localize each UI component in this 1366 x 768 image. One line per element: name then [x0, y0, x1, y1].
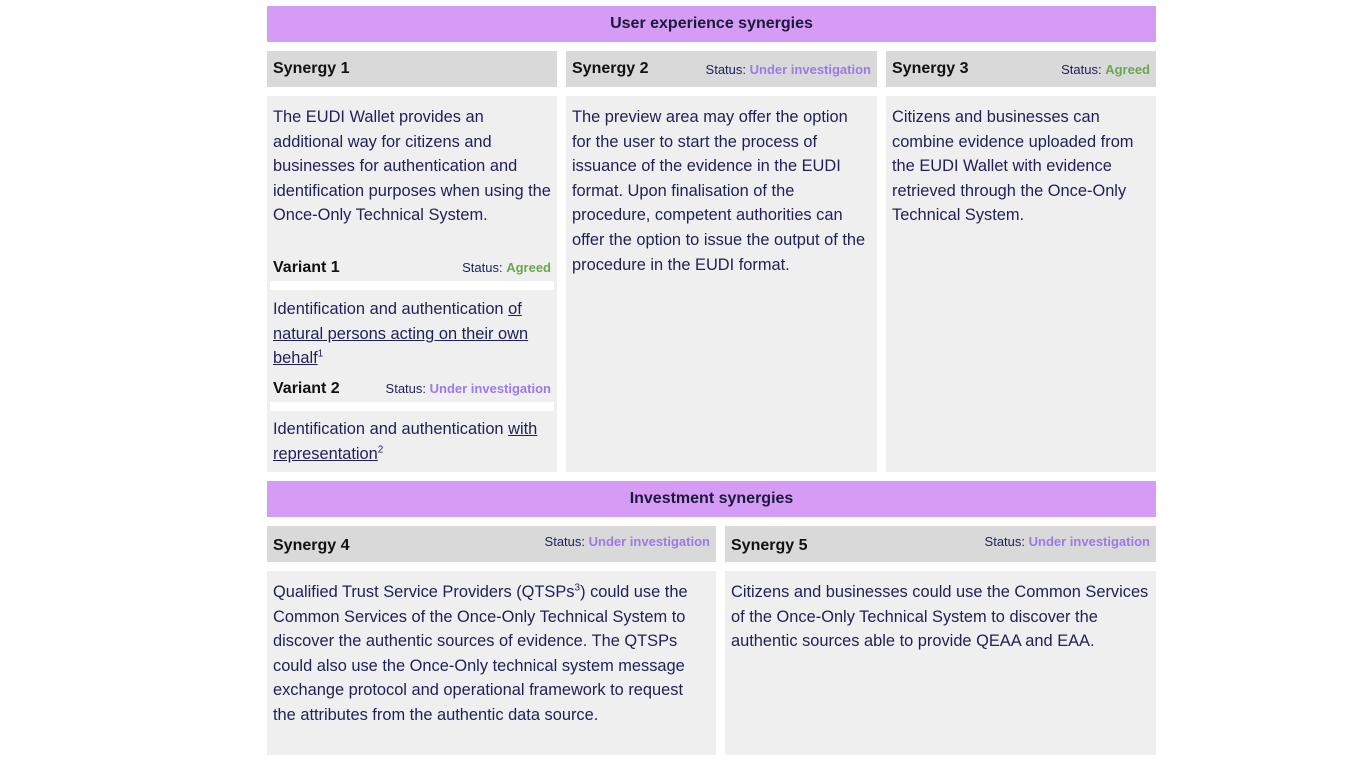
synergy1-title: Synergy 1	[273, 60, 350, 77]
synergy3-status: Status: Agreed	[1061, 61, 1150, 77]
variant1-divider	[270, 281, 554, 290]
synergy2-body	[566, 96, 877, 472]
synergy5-text: Citizens and businesses could use the Common Services of the Once-Only Technical System to discover the authentic sources able to provide QEAA and EAA.	[731, 583, 1149, 651]
synergy5-body	[725, 571, 1156, 755]
investment-synergies-title: Investment synergies	[629, 490, 794, 507]
synergy2-text: The preview area may offer the option for the user to start the process of issuance of the evidence in the EUDI format. Upon finalisation of the procedure, competent authorities can offer the option to issue the output of the procedure in the EUDI format.	[572, 108, 866, 274]
synergy2-status: Status: Under investigation	[705, 61, 871, 77]
synergy5-header	[725, 526, 1156, 562]
synergy3-title: Synergy 3	[892, 60, 969, 77]
synergy4-text: Qualified Trust Service Providers (QTSPs$^3$) could use the Common Services of the Once-Only Technical System to discover the authentic sources of evidence. The QTSPs could also use the Once-Only technical system message exchange protocol and operational framework to request the attributes from the authentic data source.	[273, 582, 688, 724]
variant1-title: Variant 1	[273, 258, 340, 276]
variant2-title: Variant 2	[273, 379, 340, 397]
synergy3-text: Citizens and businesses can combine evidence uploaded from the EUDI Wallet with evidence retrieved through the Once-Only Technical System.	[892, 108, 1134, 225]
variant1-status: Status: Agreed	[462, 259, 551, 275]
synergy5-status: Status: Under investigation	[984, 534, 1150, 549]
synergy4-header	[267, 526, 716, 562]
ux-synergies-heading	[267, 6, 1156, 42]
variant1-text: Identification and authentication of natural persons acting on their own behalf$^1$	[273, 300, 529, 368]
synergy2-title: Synergy 2	[572, 60, 649, 77]
variant2-status: Status: Under investigation	[385, 380, 551, 396]
synergy5-title: Synergy 5	[731, 537, 808, 554]
synergy1-header	[267, 51, 557, 87]
variant2-text: Identification and authentication with representation$^2$	[273, 420, 538, 463]
synergy1-body	[267, 96, 557, 472]
synergy3-body	[886, 96, 1156, 472]
synergy1-text: The EUDI Wallet provides an additional way for citizens and businesses for authentication and identification purposes when using the Once-Only Technical System.	[273, 108, 551, 225]
investment-synergies-heading	[267, 481, 1156, 517]
synergy4-status: Status: Under investigation	[544, 534, 710, 549]
variant1-header	[267, 256, 557, 280]
synergy2-header	[566, 51, 877, 87]
ux-synergies-title: User experience synergies	[610, 15, 813, 32]
variant2-header	[267, 377, 557, 401]
synergy4-title: Synergy 4	[273, 537, 350, 554]
synergy4-body	[267, 571, 716, 755]
synergy3-header	[886, 51, 1156, 87]
variant2-divider	[270, 402, 554, 411]
